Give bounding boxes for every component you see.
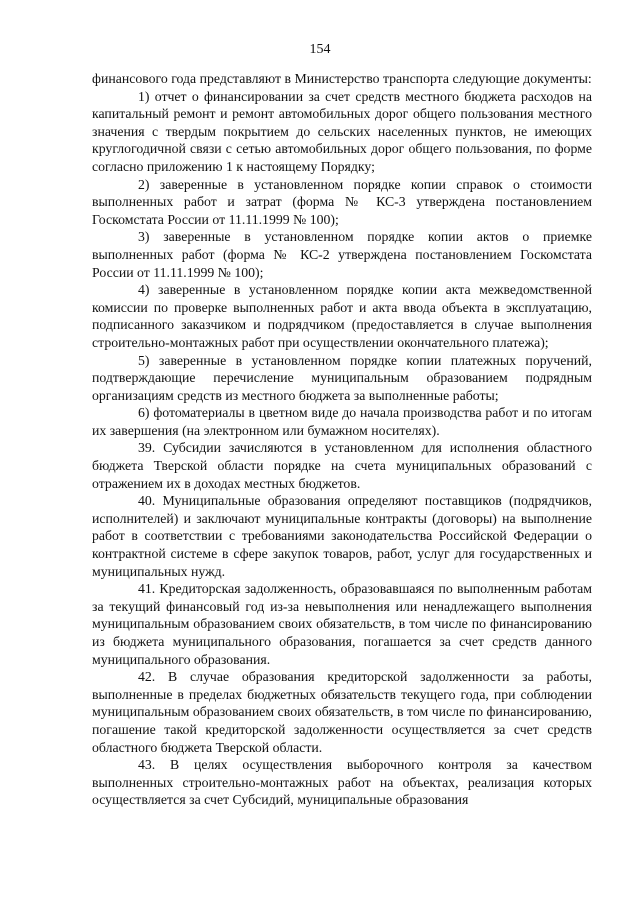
clause-43: 43. В целях осуществления выборочного контроля за качеством выполненных строительно-монтажных работ на объектах, реализация которых осуществляется за счет Субсидий, муниципальные образования — [92, 757, 592, 808]
document-body — [92, 70, 592, 809]
list-item-3: 3) заверенные в установленном порядке копии актов о приемке выполненных работ (форма № КС-2 утверждена постановлением Госкомстата России от 11.11.1999 № 100); — [92, 229, 592, 280]
list-item-5: 5) заверенные в установленном порядке копии платежных поручений, подтверждающие перечисление муниципальным образованием подрядным организациям средств из местного бюджета за выполненные работы; — [92, 352, 592, 403]
list-item-2: 2) заверенные в установленном порядке копии справок о стоимости выполненных работ и затрат (форма № КС-3 утверждена постановлением Госкомстата России от 11.11.1999 № 100); — [92, 176, 592, 227]
clause-40: 40. Муниципальные образования определяют поставщиков (подрядчиков, исполнителей) и заключают муниципальные контракты (договоры) на выполнение работ в соответствии с требованиями законодательства Российской Федерации о контрактной системе в сфере закупок товаров, работ, услуг для государственных и муниципальных нужд. — [92, 493, 592, 579]
list-item-1: 1) отчет о финансировании за счет средств местного бюджета расходов на капитальный ремонт и ремонт автомобильных дорог общего пользования местного значения с твердым покрытием до сельских населенных пунктов, не имеющих круглогодичной связи с сетью автомобильных дорог общего пользования, по форме согласно приложению 1 к настоящему Порядку; — [92, 88, 592, 174]
clause-42: 42. В случае образования кредиторской задолженности за работы, выполненные в пределах бюджетных обязательств текущего года, при соблюдении муниципальным образованием своих обязательств, в том числе по финансированию, погашение такой кредиторской задолженности осуществляется за счет средств областного бюджета Тверской области. — [92, 669, 592, 755]
list-item-4: 4) заверенные в установленном порядке копии акта межведомственной комиссии по проверке выполненных работ и акта ввода объекта в эксплуатацию, подписанного заказчиком и подрядчиком (предоставляется в случае выполнения строительно-монтажных работ при осуществлении окончательного платежа); — [92, 282, 592, 350]
paragraph-intro: финансового года представляют в Министерство транспорта следующие документы: — [92, 71, 592, 86]
list-item-6: 6) фотоматериалы в цветном виде до начала производства работ и по итогам их завершения (на электронном или бумажном носителях). — [92, 405, 592, 438]
clause-39: 39. Субсидии зачисляются в установленном для исполнения областного бюджета Тверской области порядке на счета муниципальных образований с отражением их в доходах местных бюджетов. — [92, 440, 592, 491]
page-number: 154 — [309, 42, 331, 57]
clause-41: 41. Кредиторская задолженность, образовавшаяся по выполненным работам за текущий финансовый год из-за невыполнения или ненадлежащего выполнения муниципальным образованием своих обязательств, в том числе по финансированию из бюджета муниципального образования, погашается за счет средств данного муниципального образования. — [92, 581, 592, 667]
